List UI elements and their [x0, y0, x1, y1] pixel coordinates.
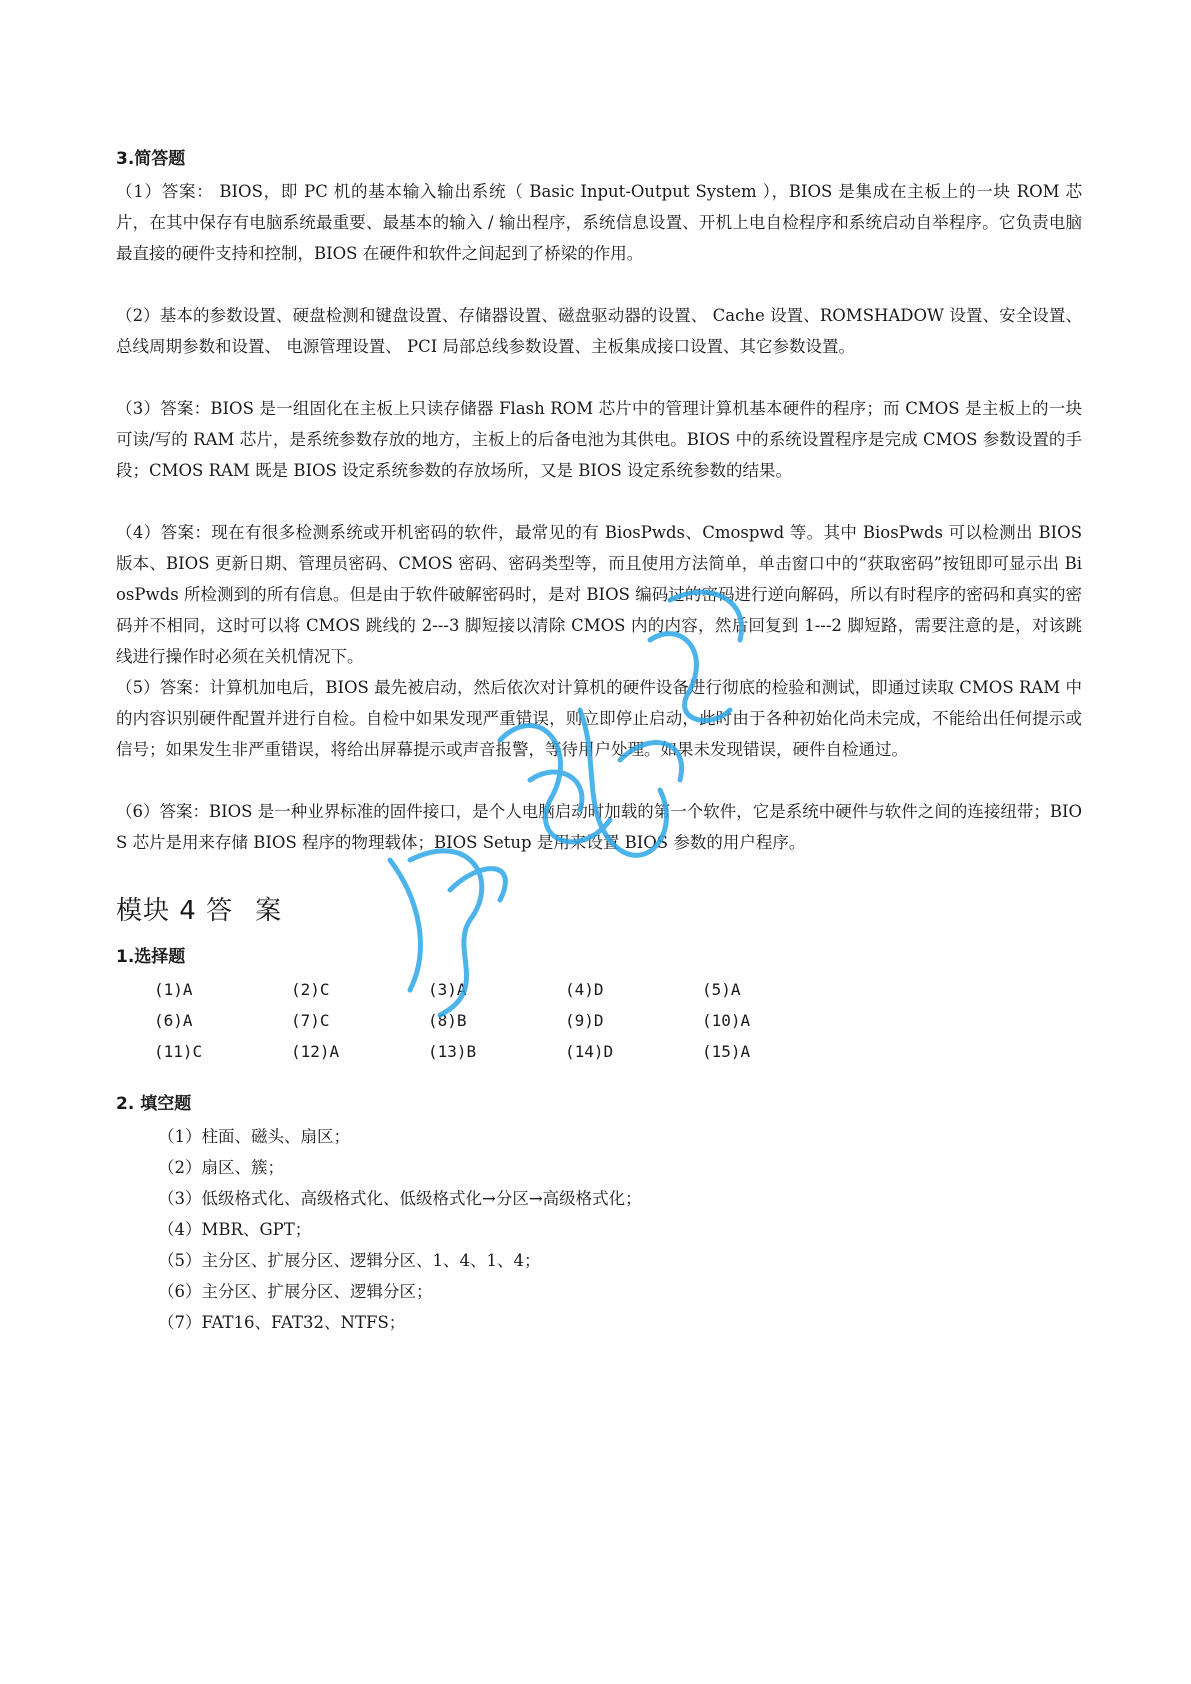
list-item: （2）扇区、簇；: [158, 1158, 284, 1177]
section-title-short-answer: 3.简答题: [116, 149, 186, 169]
module-heading-main: 模块 4 答: [116, 896, 234, 926]
answer-paragraph-4: （4）答案：现在有很多检测系统或开机密码的软件，最常见的有 BiosPwds、Cmospwd 等。其中 BiosPwds 可以检测出 BIOS 版本、BIOS 更新日期、管理员密码、CMOS 密码、密码类型等，而且使用方法简单，单击窗口中的“获取密码”按钮即可显示出 BiosPwds 所检测到的所有信息。但是由于软件破解密码时，是对 BIOS 编码过的密码进行逆向解码，所以有时程序的密码和真实的密码并不相同，这时可以将 CMOS 跳线的 2---3 脚短接以清除 CMOS 内的内容，然后回复到 1---2 脚短路，需要注意的是，对该跳线进行操作时必须在关机情况下。: [116, 523, 1082, 666]
list-item: （1）柱面、磁头、扇区；: [158, 1127, 350, 1146]
answer-paragraph-1: （1）答案： BIOS，即 PC 机的基本输入输出系统（ Basic Input-Output System ），BIOS 是集成在主板上的一块 ROM 芯片，在其中保存有电脑系统最重要、最基本的输入 / 输出程序，系统信息设置、开机上电自检程序和系统启动自举程序。它负责电脑最直接的硬件支持和控制，BIOS 在硬件和软件之间起到了桥梁的作用。: [116, 182, 1082, 263]
answer-paragraph-2: （2）基本的参数设置、硬盘检测和键盘设置、存储器设置、磁盘驱动器的设置、 Cache 设置、ROMSHADOW 设置、安全设置、总线周期参数和设置、 电源管理设置、 PCI 局部总线参数设置、主板集成接口设置、其它参数设置。: [116, 306, 1082, 356]
choice-answer: (1)A: [154, 980, 193, 999]
choice-answer: (2)C: [291, 980, 330, 999]
choice-answer: (11)C: [154, 1042, 203, 1061]
module-heading-tail: 案: [255, 896, 283, 926]
choice-answer: (15)A: [702, 1042, 751, 1061]
list-item: （3）低级格式化、高级格式化、低级格式化→分区→高级格式化；: [158, 1189, 642, 1208]
choice-answer: (5)A: [702, 980, 741, 999]
choice-answer: (12)A: [291, 1042, 340, 1061]
choice-answer: (9)D: [565, 1011, 604, 1030]
choice-answer: (4)D: [565, 980, 604, 999]
answer-paragraph-5: （5）答案：计算机加电后，BIOS 最先被启动，然后依次对计算机的硬件设备进行彻底的检验和测试，即通过读取 CMOS RAM 中的内容识别硬件配置并进行自检。自检中如果发现严重错误，则立即停止启动，此时由于各种初始化尚未完成，不能给出任何提示或信号；如果发生非严重错误，将给出屏幕提示或声音报警，等待用户处理。如果未发现错误，硬件自检通过。: [116, 678, 1082, 759]
table-row: [154, 974, 839, 1005]
section-title-fill-blank: 2. 填空题: [116, 1094, 192, 1114]
table-row: [154, 1036, 839, 1067]
answer-paragraph-6: （6）答案：BIOS 是一种业界标准的固件接口，是个人电脑启动时加载的第一个软件，它是系统中硬件与软件之间的连接纽带；BIOS 芯片是用来存储 BIOS 程序的物理载体；BIOS Setup 是用来设置 BIOS 参数的用户程序。: [116, 802, 1082, 852]
choice-answer: (3)A: [428, 980, 467, 999]
choice-answer: (10)A: [702, 1011, 751, 1030]
choice-answer: (13)B: [428, 1042, 477, 1061]
list-item: （7）FAT16、FAT32、NTFS；: [158, 1313, 406, 1332]
table-row: [154, 1005, 839, 1036]
choice-answer: (14)D: [565, 1042, 614, 1061]
fill-blank-list: [158, 1121, 1082, 1338]
answer-paragraph-3: （3）答案：BIOS 是一组固化在主板上只读存储器 Flash ROM 芯片中的管理计算机基本硬件的程序；而 CMOS 是主板上的一块可读/写的 RAM 芯片，是系统参数存放的地方，主板上的后备电池为其供电。BIOS 中的系统设置程序是完成 CMOS 参数设置的手段；CMOS RAM 既是 BIOS 设定系统参数的存放场所，又是 BIOS 设定系统参数的结果。: [116, 399, 1082, 480]
choice-answer: (7)C: [291, 1011, 330, 1030]
list-item: （5）主分区、扩展分区、逻辑分区、1、4、1、4；: [158, 1251, 541, 1270]
document-page: [116, 148, 1082, 1338]
choice-answer: (8)B: [428, 1011, 467, 1030]
section-title-choice: 1.选择题: [116, 947, 186, 967]
choice-answer-table: [154, 974, 839, 1067]
module-heading: [116, 894, 1082, 928]
list-item: （4）MBR、GPT；: [158, 1220, 312, 1239]
choice-answer: (6)A: [154, 1011, 193, 1030]
list-item: （6）主分区、扩展分区、逻辑分区；: [158, 1282, 433, 1301]
